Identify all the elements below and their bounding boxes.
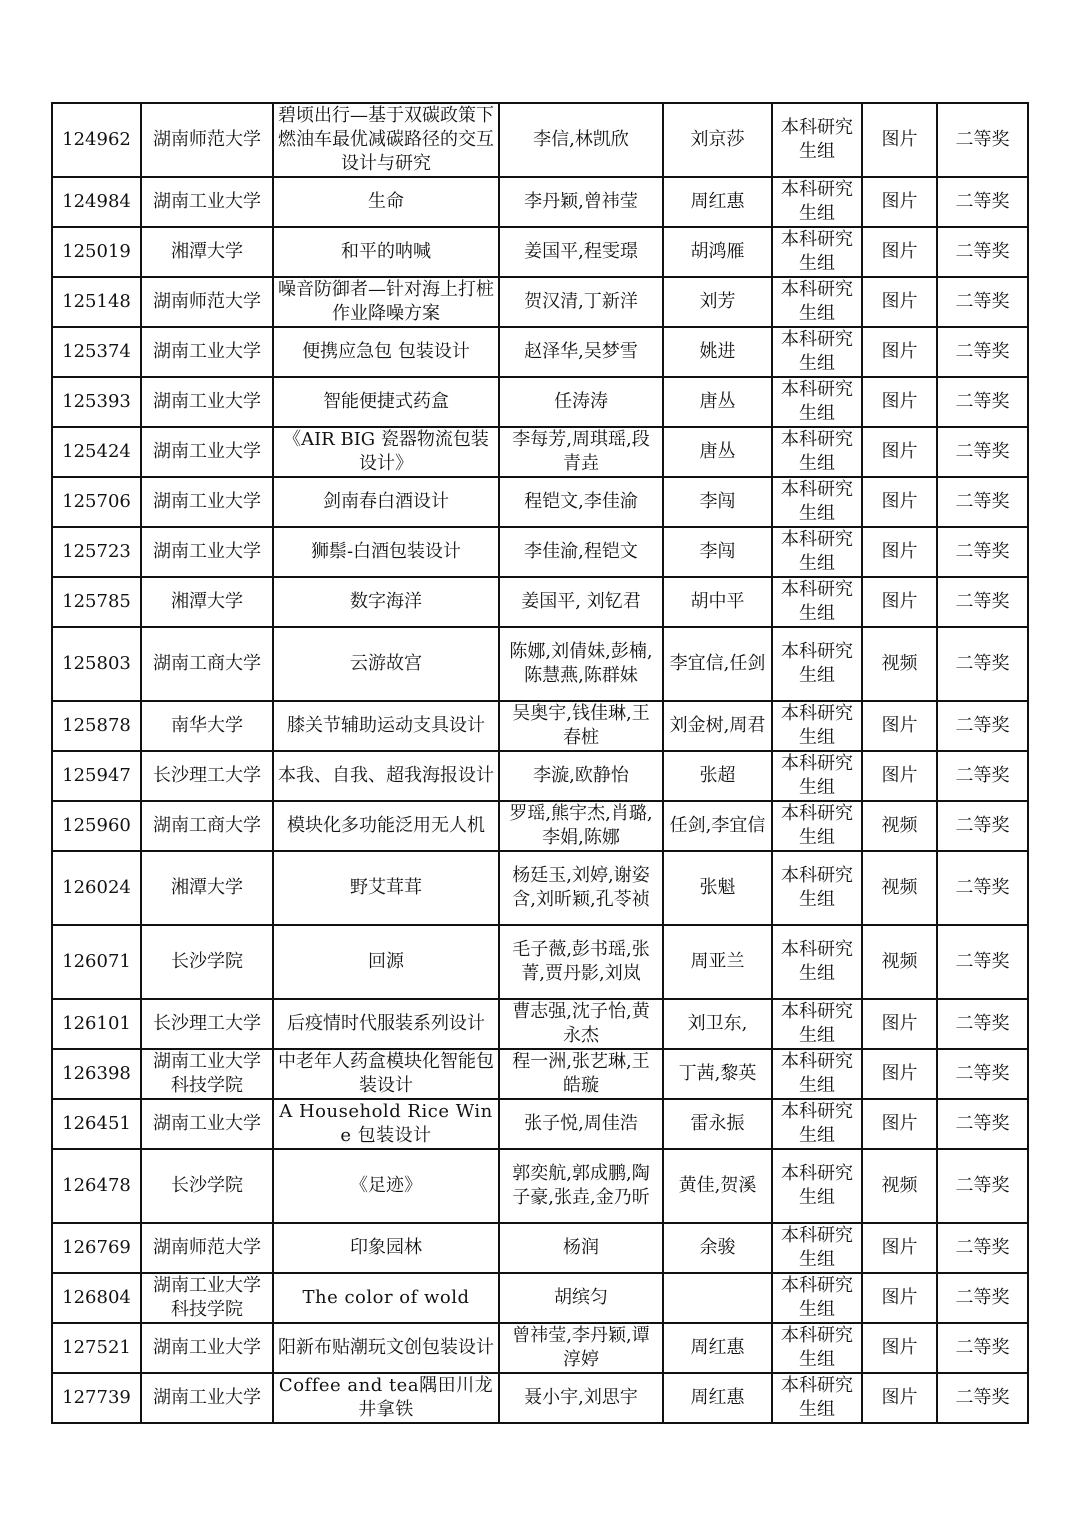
- school: 湖南工业大学: [141, 1373, 273, 1423]
- advisor: 雷永振: [663, 1099, 772, 1149]
- advisor: 姚进: [663, 327, 772, 377]
- table-row: [52, 1149, 1028, 1223]
- entry-id: 124984: [52, 177, 141, 227]
- award: 二等奖: [937, 277, 1028, 327]
- school: 湖南工业大学: [141, 177, 273, 227]
- advisor: 刘芳: [663, 277, 772, 327]
- work-type: 图片: [862, 177, 937, 227]
- award: 二等奖: [937, 925, 1028, 999]
- award: 二等奖: [937, 1149, 1028, 1223]
- authors: 程铠文,李佳渝: [499, 477, 663, 527]
- work-type: 图片: [862, 327, 937, 377]
- work-title: 后疫情时代服装系列设计: [273, 999, 499, 1049]
- advisor: 周亚兰: [663, 925, 772, 999]
- award: 二等奖: [937, 327, 1028, 377]
- award: 二等奖: [937, 1223, 1028, 1273]
- group: 本科研究生组: [772, 377, 862, 427]
- authors: 李佳渝,程铠文: [499, 527, 663, 577]
- work-title: 印象园林: [273, 1223, 499, 1273]
- advisor: 李宜信,任剑: [663, 627, 772, 701]
- table-row: [52, 103, 1028, 177]
- group: 本科研究生组: [772, 227, 862, 277]
- work-type: 图片: [862, 701, 937, 751]
- school: 湖南工业大学: [141, 327, 273, 377]
- work-title: 云游故宫: [273, 627, 499, 701]
- advisor: 黄佳,贺溪: [663, 1149, 772, 1223]
- work-type: 图片: [862, 999, 937, 1049]
- advisor: 李闯: [663, 527, 772, 577]
- authors: 李丹颖,曾祎莹: [499, 177, 663, 227]
- work-type: 视频: [862, 627, 937, 701]
- school: 长沙学院: [141, 925, 273, 999]
- entry-id: 125393: [52, 377, 141, 427]
- school: 湖南工商大学: [141, 627, 273, 701]
- advisor: 胡中平: [663, 577, 772, 627]
- group: 本科研究生组: [772, 577, 862, 627]
- table-row: [52, 177, 1028, 227]
- authors: 胡缤匀: [499, 1273, 663, 1323]
- group: 本科研究生组: [772, 999, 862, 1049]
- entry-id: 125374: [52, 327, 141, 377]
- school: 湖南师范大学: [141, 103, 273, 177]
- awards-table: [51, 102, 1029, 1424]
- authors: 聂小宇,刘思宇: [499, 1373, 663, 1423]
- work-title: The color of wold: [273, 1273, 499, 1323]
- entry-id: 125785: [52, 577, 141, 627]
- entry-id: 125019: [52, 227, 141, 277]
- work-type: 图片: [862, 1273, 937, 1323]
- school: 湖南工业大学: [141, 477, 273, 527]
- work-type: 视频: [862, 801, 937, 851]
- award: 二等奖: [937, 103, 1028, 177]
- advisor: [663, 1273, 772, 1323]
- advisor: 张超: [663, 751, 772, 801]
- table-row: [52, 1049, 1028, 1099]
- authors: 李每芳,周琪瑶,段青垚: [499, 427, 663, 477]
- authors: 陈娜,刘倩妹,彭楠,陈慧燕,陈群妹: [499, 627, 663, 701]
- authors: 李漩,欧静怡: [499, 751, 663, 801]
- advisor: 余骏: [663, 1223, 772, 1273]
- group: 本科研究生组: [772, 477, 862, 527]
- work-type: 图片: [862, 377, 937, 427]
- work-type: 图片: [862, 477, 937, 527]
- award: 二等奖: [937, 1273, 1028, 1323]
- authors: 曹志强,沈子怡,黄永杰: [499, 999, 663, 1049]
- work-type: 图片: [862, 427, 937, 477]
- school: 湖南工商大学: [141, 801, 273, 851]
- school: 湖南工业大学科技学院: [141, 1049, 273, 1099]
- authors: 姜国平,程雯璟: [499, 227, 663, 277]
- entry-id: 126451: [52, 1099, 141, 1149]
- award: 二等奖: [937, 627, 1028, 701]
- entry-id: 126804: [52, 1273, 141, 1323]
- table-row: [52, 1373, 1028, 1423]
- group: 本科研究生组: [772, 751, 862, 801]
- award: 二等奖: [937, 1373, 1028, 1423]
- award: 二等奖: [937, 427, 1028, 477]
- school: 湖南工业大学: [141, 527, 273, 577]
- work-title: 碧顷出行—基于双碳政策下燃油车最优减碳路径的交互设计与研究: [273, 103, 499, 177]
- table-row: [52, 1099, 1028, 1149]
- table-row: [52, 1223, 1028, 1273]
- advisor: 周红惠: [663, 1373, 772, 1423]
- work-type: 图片: [862, 1223, 937, 1273]
- entry-id: 125424: [52, 427, 141, 477]
- work-title: A Household Rice Wine 包装设计: [273, 1099, 499, 1149]
- advisor: 张魁: [663, 851, 772, 925]
- advisor: 唐丛: [663, 427, 772, 477]
- group: 本科研究生组: [772, 1049, 862, 1099]
- work-title: 狮鬃-白酒包装设计: [273, 527, 499, 577]
- work-title: 阳新布贴潮玩文创包装设计: [273, 1323, 499, 1373]
- advisor: 唐丛: [663, 377, 772, 427]
- group: 本科研究生组: [772, 277, 862, 327]
- work-title: 模块化多功能泛用无人机: [273, 801, 499, 851]
- authors: 程一洲,张艺琳,王皓璇: [499, 1049, 663, 1099]
- work-type: 图片: [862, 577, 937, 627]
- work-title: 和平的呐喊: [273, 227, 499, 277]
- award: 二等奖: [937, 377, 1028, 427]
- award: 二等奖: [937, 177, 1028, 227]
- table-row: [52, 627, 1028, 701]
- table-row: [52, 227, 1028, 277]
- award: 二等奖: [937, 1049, 1028, 1099]
- work-type: 图片: [862, 1049, 937, 1099]
- entry-id: 125803: [52, 627, 141, 701]
- group: 本科研究生组: [772, 327, 862, 377]
- table-row: [52, 999, 1028, 1049]
- award: 二等奖: [937, 227, 1028, 277]
- entry-id: 125960: [52, 801, 141, 851]
- group: 本科研究生组: [772, 1099, 862, 1149]
- entry-id: 125148: [52, 277, 141, 327]
- entry-id: 125947: [52, 751, 141, 801]
- work-type: 视频: [862, 1149, 937, 1223]
- school: 长沙学院: [141, 1149, 273, 1223]
- school: 南华大学: [141, 701, 273, 751]
- work-type: 图片: [862, 751, 937, 801]
- authors: 贺汉清,丁新洋: [499, 277, 663, 327]
- school: 湖南工业大学科技学院: [141, 1273, 273, 1323]
- table-row: [52, 851, 1028, 925]
- work-title: 数字海洋: [273, 577, 499, 627]
- group: 本科研究生组: [772, 925, 862, 999]
- table-row: [52, 1273, 1028, 1323]
- work-type: 图片: [862, 1099, 937, 1149]
- table-row: [52, 925, 1028, 999]
- school: 长沙理工大学: [141, 999, 273, 1049]
- advisor: 胡鸿雁: [663, 227, 772, 277]
- school: 湘潭大学: [141, 227, 273, 277]
- group: 本科研究生组: [772, 427, 862, 477]
- entry-id: 126024: [52, 851, 141, 925]
- entry-id: 126398: [52, 1049, 141, 1099]
- authors: 杨润: [499, 1223, 663, 1273]
- table-row: [52, 477, 1028, 527]
- table-row: [52, 527, 1028, 577]
- table-row: [52, 577, 1028, 627]
- school: 长沙理工大学: [141, 751, 273, 801]
- school: 湖南师范大学: [141, 277, 273, 327]
- entry-id: 127739: [52, 1373, 141, 1423]
- table-row: [52, 701, 1028, 751]
- table-row: [52, 427, 1028, 477]
- entry-id: 126769: [52, 1223, 141, 1273]
- entry-id: 126101: [52, 999, 141, 1049]
- work-title: Coffee and tea隅田川龙井拿铁: [273, 1373, 499, 1423]
- group: 本科研究生组: [772, 1149, 862, 1223]
- authors: 郭奕航,郭成鹏,陶子豪,张垚,金乃昕: [499, 1149, 663, 1223]
- award: 二等奖: [937, 801, 1028, 851]
- advisor: 周红惠: [663, 177, 772, 227]
- entry-id: 125706: [52, 477, 141, 527]
- award: 二等奖: [937, 1099, 1028, 1149]
- work-title: 中老年人药盒模块化智能包装设计: [273, 1049, 499, 1099]
- advisor: 刘卫东,: [663, 999, 772, 1049]
- advisor: 丁茜,黎英: [663, 1049, 772, 1099]
- group: 本科研究生组: [772, 1273, 862, 1323]
- advisor: 周红惠: [663, 1323, 772, 1373]
- work-type: 图片: [862, 1323, 937, 1373]
- advisor: 李闯: [663, 477, 772, 527]
- table-row: [52, 1323, 1028, 1373]
- entry-id: 124962: [52, 103, 141, 177]
- work-title: 野艾茸茸: [273, 851, 499, 925]
- authors: 曾祎莹,李丹颖,谭淳婷: [499, 1323, 663, 1373]
- work-type: 图片: [862, 1373, 937, 1423]
- table-row: [52, 377, 1028, 427]
- group: 本科研究生组: [772, 1223, 862, 1273]
- advisor: 刘京莎: [663, 103, 772, 177]
- group: 本科研究生组: [772, 801, 862, 851]
- award: 二等奖: [937, 1323, 1028, 1373]
- table-row: [52, 277, 1028, 327]
- group: 本科研究生组: [772, 527, 862, 577]
- award: 二等奖: [937, 477, 1028, 527]
- school: 湘潭大学: [141, 577, 273, 627]
- work-title: 《足迹》: [273, 1149, 499, 1223]
- entry-id: 125723: [52, 527, 141, 577]
- table-row: [52, 801, 1028, 851]
- group: 本科研究生组: [772, 627, 862, 701]
- group: 本科研究生组: [772, 851, 862, 925]
- authors: 张子悦,周佳浩: [499, 1099, 663, 1149]
- award: 二等奖: [937, 577, 1028, 627]
- work-title: 便携应急包 包装设计: [273, 327, 499, 377]
- school: 湖南师范大学: [141, 1223, 273, 1273]
- work-title: 回源: [273, 925, 499, 999]
- entry-id: 126071: [52, 925, 141, 999]
- work-title: 膝关节辅助运动支具设计: [273, 701, 499, 751]
- authors: 赵泽华,吴梦雪: [499, 327, 663, 377]
- entry-id: 127521: [52, 1323, 141, 1373]
- authors: 毛子薇,彭书瑶,张菁,贾丹影,刘岚: [499, 925, 663, 999]
- work-type: 视频: [862, 925, 937, 999]
- group: 本科研究生组: [772, 103, 862, 177]
- authors: 任涛涛: [499, 377, 663, 427]
- work-title: 噪音防御者—针对海上打桩作业降噪方案: [273, 277, 499, 327]
- work-title: 剑南春白酒设计: [273, 477, 499, 527]
- award: 二等奖: [937, 527, 1028, 577]
- school: 湘潭大学: [141, 851, 273, 925]
- entry-id: 126478: [52, 1149, 141, 1223]
- advisor: 任剑,李宜信: [663, 801, 772, 851]
- school: 湖南工业大学: [141, 1099, 273, 1149]
- award: 二等奖: [937, 851, 1028, 925]
- group: 本科研究生组: [772, 701, 862, 751]
- award: 二等奖: [937, 751, 1028, 801]
- table-row: [52, 751, 1028, 801]
- work-title: 智能便捷式药盒: [273, 377, 499, 427]
- authors: 姜国平, 刘钇君: [499, 577, 663, 627]
- authors: 吴奥宇,钱佳琳,王春桩: [499, 701, 663, 751]
- group: 本科研究生组: [772, 177, 862, 227]
- group: 本科研究生组: [772, 1323, 862, 1373]
- work-title: 本我、自我、超我海报设计: [273, 751, 499, 801]
- authors: 罗瑶,熊宇杰,肖璐,李娟,陈娜: [499, 801, 663, 851]
- school: 湖南工业大学: [141, 377, 273, 427]
- work-type: 图片: [862, 277, 937, 327]
- award: 二等奖: [937, 701, 1028, 751]
- advisor: 刘金树,周君: [663, 701, 772, 751]
- table-row: [52, 327, 1028, 377]
- award: 二等奖: [937, 999, 1028, 1049]
- school: 湖南工业大学: [141, 427, 273, 477]
- work-type: 视频: [862, 851, 937, 925]
- school: 湖南工业大学: [141, 1323, 273, 1373]
- entry-id: 125878: [52, 701, 141, 751]
- group: 本科研究生组: [772, 1373, 862, 1423]
- work-type: 图片: [862, 103, 937, 177]
- authors: 李信,林凯欣: [499, 103, 663, 177]
- work-title: 《AIR BIG 瓷器物流包装设计》: [273, 427, 499, 477]
- work-title: 生命: [273, 177, 499, 227]
- work-type: 图片: [862, 227, 937, 277]
- work-type: 图片: [862, 527, 937, 577]
- authors: 杨廷玉,刘婷,谢姿含,刘昕颖,孔苓祯: [499, 851, 663, 925]
